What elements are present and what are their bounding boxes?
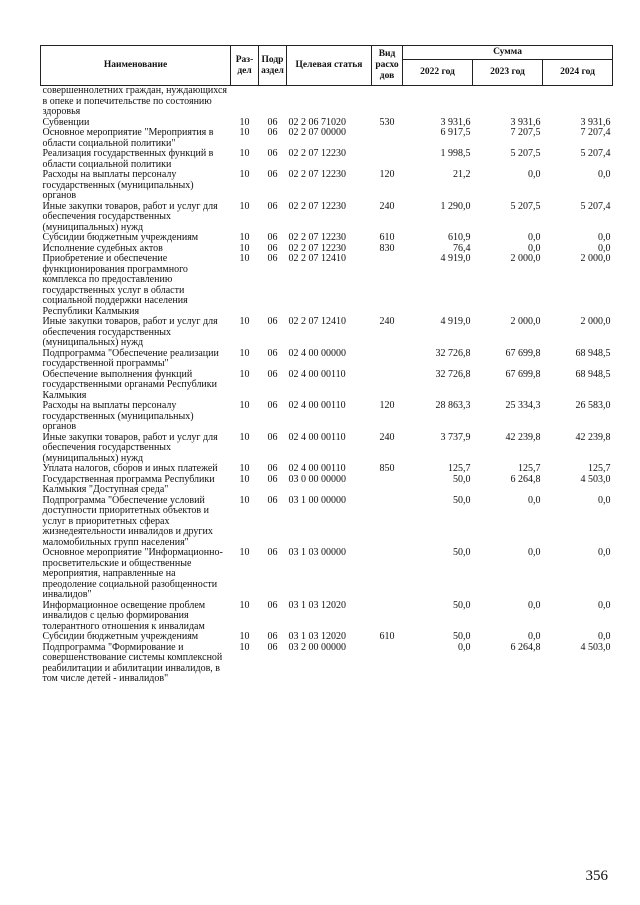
cell-name: Субсидии бюджетным учреждениям (42, 631, 199, 642)
table-body (41, 86, 613, 685)
cell-podrazdel: 06 (267, 547, 278, 558)
cell-target: 02 4 00 00000 (288, 347, 346, 359)
cell-name: Подпрограмма "Обеспечение реализации государственной программы" (42, 347, 219, 369)
cell-sum-2022 (403, 86, 473, 118)
cell-expense-type (372, 496, 403, 549)
cell-podrazdel: 06 (267, 127, 278, 138)
cell-target: 03 1 03 12020 (288, 599, 346, 611)
cell-razdel: 10 (239, 463, 250, 474)
table-row (41, 349, 613, 370)
cell-name: Государственная программа Республики Калмыкия "Доступная среда" (42, 473, 215, 495)
cell-sum-2022: 1 290,0 (440, 200, 471, 212)
cell-target (287, 86, 372, 118)
cell-sum-2022: 4 919,0 (440, 316, 471, 327)
cell-razdel: 10 (239, 242, 250, 254)
cell-sum-2024: 7 207,4 (580, 127, 611, 138)
table-row (41, 254, 613, 317)
table-row (41, 86, 613, 118)
cell-target: 02 2 07 12410 (288, 253, 346, 264)
cell-podrazdel (259, 86, 287, 118)
header-podrazdel: Подр аздел (259, 46, 287, 86)
cell-expense-type (372, 601, 403, 633)
cell-sum-2022: 1 998,5 (440, 148, 471, 159)
cell-expense-type (372, 548, 403, 601)
header-name: Наименование (41, 46, 231, 86)
cell-sum-2022: 50,0 (453, 547, 471, 558)
cell-razdel: 10 (239, 494, 250, 506)
cell-target: 03 1 00 00000 (288, 494, 346, 506)
cell-podrazdel: 06 (267, 232, 278, 243)
budget-table (40, 45, 613, 685)
cell-razdel: 10 (239, 347, 250, 359)
cell-target: 02 2 07 12230 (288, 148, 346, 159)
cell-expense-type (372, 86, 403, 118)
cell-podrazdel: 06 (267, 148, 278, 159)
cell-sum-2024: 0,0 (598, 599, 611, 611)
cell-razdel: 10 (239, 547, 250, 558)
cell-name: Исполнение судебных актов (42, 242, 163, 254)
header-year-2022: 2022 год (403, 60, 473, 86)
cell-target: 02 2 07 12230 (288, 200, 346, 212)
cell-expense-type (372, 254, 403, 317)
cell-podrazdel: 06 (267, 347, 278, 359)
header-target: Целевая статья (287, 46, 372, 86)
cell-razdel: 10 (239, 316, 250, 327)
budget-page (40, 45, 612, 685)
cell-podrazdel: 06 (267, 200, 278, 212)
cell-sum-2022: 6 917,5 (440, 127, 471, 138)
header-sum: Сумма (403, 46, 613, 60)
cell-podrazdel: 06 (267, 368, 278, 380)
cell-sum-2023: 2 000,0 (510, 316, 541, 327)
cell-sum-2023: 0,0 (528, 599, 541, 611)
cell-sum-2022: 125,7 (448, 463, 471, 474)
cell-razdel: 10 (239, 431, 250, 443)
cell-target: 02 2 06 71020 (288, 116, 346, 128)
cell-name: Приобретение и обеспечение функционирования программного комплекса по предоставлению государственных услуг в области социальной поддержки населения Республики Калмыкия (42, 253, 188, 317)
header-year-2023: 2023 год (473, 60, 543, 86)
cell-name: Уплата налогов, сборов и иных платежей (42, 463, 218, 474)
cell-expense-type: 610 (379, 232, 395, 243)
cell-sum-2022: 3 737,9 (440, 431, 471, 443)
cell-name: Информационное освещение проблем инвалидов с целью формирования толерантного отношения к инвалидам (42, 599, 206, 632)
cell-expense-type: 240 (379, 200, 395, 212)
cell-target: 03 2 00 00000 (288, 641, 346, 653)
cell-razdel: 10 (239, 169, 250, 180)
table-row (41, 464, 613, 475)
cell-sum-2024: 42 239,8 (575, 431, 611, 443)
cell-sum-2024: 4 503,0 (580, 641, 611, 653)
cell-podrazdel: 06 (267, 253, 278, 264)
cell-sum-2024: 68 948,5 (575, 368, 611, 380)
table-row (41, 601, 613, 633)
cell-podrazdel: 06 (267, 169, 278, 180)
cell-target: 02 4 00 00110 (288, 463, 346, 474)
cell-razdel (231, 86, 259, 118)
table-row (41, 401, 613, 433)
cell-sum-2023: 0,0 (528, 169, 541, 180)
cell-razdel: 10 (239, 631, 250, 642)
cell-razdel: 10 (239, 148, 250, 159)
cell-name: Расходы на выплаты персоналу государственных (муниципальных) органов (42, 169, 194, 201)
cell-sum-2024: 0,0 (598, 631, 611, 642)
cell-expense-type: 240 (379, 431, 395, 443)
cell-podrazdel: 06 (267, 463, 278, 474)
header-year-2024: 2024 год (543, 60, 613, 86)
cell-expense-type: 120 (379, 169, 395, 180)
page-number: 356 (585, 868, 608, 884)
cell-name: Основное мероприятие "Мероприятия в области социальной политики" (42, 127, 214, 149)
cell-sum-2023: 0,0 (528, 242, 541, 254)
cell-target: 03 1 03 00000 (288, 547, 346, 558)
cell-sum-2023: 7 207,5 (510, 127, 541, 138)
cell-razdel: 10 (239, 641, 250, 653)
cell-sum-2024: 0,0 (598, 547, 611, 558)
cell-sum-2022: 50,0 (453, 631, 471, 642)
cell-sum-2024: 68 948,5 (575, 347, 611, 359)
cell-sum-2023: 25 334,3 (505, 400, 541, 411)
cell-target: 02 2 07 12230 (288, 232, 346, 243)
cell-expense-type (372, 643, 403, 685)
cell-sum-2022: 50,0 (453, 473, 471, 485)
cell-name: Иные закупки товаров, работ и услуг для обеспечения государственных (муниципальных) нужд (42, 200, 218, 233)
cell-razdel: 10 (239, 368, 250, 380)
cell-sum-2022: 50,0 (453, 494, 471, 506)
cell-expense-type: 240 (379, 316, 395, 327)
cell-sum-2023: 67 699,8 (505, 368, 541, 380)
table-row (41, 370, 613, 402)
cell-podrazdel: 06 (267, 599, 278, 611)
cell-sum-2024: 125,7 (588, 463, 611, 474)
cell-sum-2023: 0,0 (528, 547, 541, 558)
cell-podrazdel: 06 (267, 400, 278, 411)
table-row (41, 433, 613, 465)
table-row (41, 170, 613, 202)
cell-podrazdel: 06 (267, 431, 278, 443)
cell-sum-2023: 0,0 (528, 631, 541, 642)
cell-sum-2024: 0,0 (598, 232, 611, 243)
header-razdel: Раз-дел (231, 46, 259, 86)
cell-sum-2024: 0,0 (598, 242, 611, 254)
cell-sum-2022: 21,2 (453, 169, 471, 180)
cell-razdel: 10 (239, 232, 250, 243)
cell-name: Субсидии бюджетным учреждениям (42, 232, 199, 243)
table-row (41, 643, 613, 685)
table-row (41, 632, 613, 643)
cell-sum-2023: 67 699,8 (505, 347, 541, 359)
cell-sum-2024: 2 000,0 (580, 253, 611, 264)
cell-podrazdel: 06 (267, 116, 278, 128)
cell-name: Иные закупки товаров, работ и услуг для обеспечения государственных (муниципальных) нужд (42, 431, 218, 464)
cell-sum-2024 (543, 86, 613, 118)
cell-target: 03 0 00 00000 (288, 473, 346, 485)
cell-name: Основное мероприятие "Информационно-просветительские и общественные мероприятия, направленные на преодоление социальной разобщенности инвалидов" (42, 547, 223, 600)
cell-expense-type (372, 128, 403, 149)
cell-sum-2022: 32 726,8 (435, 347, 471, 359)
cell-razdel: 10 (239, 253, 250, 264)
cell-sum-2023: 125,7 (518, 463, 541, 474)
cell-sum-2022: 3 931,6 (440, 116, 471, 128)
cell-target: 03 1 03 12020 (288, 631, 346, 642)
cell-razdel: 10 (239, 127, 250, 138)
cell-expense-type: 850 (379, 463, 395, 474)
cell-razdel: 10 (239, 599, 250, 611)
cell-expense-type (372, 370, 403, 402)
cell-razdel: 10 (239, 473, 250, 485)
cell-expense-type: 530 (379, 116, 395, 128)
cell-podrazdel: 06 (267, 631, 278, 642)
cell-name: Обеспечение выполнения функций государственными органами Республики Калмыкия (42, 368, 217, 401)
cell-sum-2022: 0,0 (458, 641, 471, 653)
cell-name: совершеннолетних граждан, нуждающихся в опеке и попечительстве по состоянию здоровья (42, 85, 228, 117)
cell-sum-2024: 5 207,4 (580, 200, 611, 212)
cell-sum-2022: 610,9 (448, 232, 471, 243)
cell-expense-type: 120 (379, 400, 395, 411)
cell-sum-2022: 32 726,8 (435, 368, 471, 380)
cell-podrazdel: 06 (267, 473, 278, 485)
cell-target: 02 4 00 00110 (288, 368, 346, 380)
cell-razdel: 10 (239, 200, 250, 212)
cell-sum-2022: 76,4 (453, 242, 471, 254)
cell-sum-2024: 0,0 (598, 494, 611, 506)
cell-razdel: 10 (239, 116, 250, 128)
cell-sum-2024: 0,0 (598, 169, 611, 180)
cell-name: Расходы на выплаты персоналу государственных (муниципальных) органов (42, 400, 194, 432)
table-row (41, 202, 613, 234)
table-row (41, 233, 613, 244)
cell-target: 02 2 07 00000 (288, 127, 346, 138)
cell-sum-2023: 6 264,8 (510, 641, 541, 653)
table-row (41, 496, 613, 549)
cell-expense-type (372, 349, 403, 370)
table-row (41, 149, 613, 170)
cell-name: Иные закупки товаров, работ и услуг для обеспечения государственных (муниципальных) нужд (42, 316, 218, 348)
table-row (41, 317, 613, 349)
cell-sum-2022: 50,0 (453, 599, 471, 611)
cell-sum-2024: 26 583,0 (575, 400, 611, 411)
cell-name: Субвенции (42, 116, 90, 128)
cell-sum-2024: 2 000,0 (580, 316, 611, 327)
cell-name: Реализация государственных функций в области социальной политики (42, 148, 214, 170)
cell-sum-2023: 5 207,5 (510, 148, 541, 159)
cell-podrazdel: 06 (267, 316, 278, 327)
cell-sum-2022: 28 863,3 (435, 400, 471, 411)
cell-sum-2024: 4 503,0 (580, 473, 611, 485)
cell-expense-type (372, 475, 403, 496)
cell-target: 02 2 07 12230 (288, 242, 346, 254)
cell-sum-2022: 4 919,0 (440, 253, 471, 264)
cell-sum-2024: 3 931,6 (580, 116, 611, 128)
cell-sum-2023: 42 239,8 (505, 431, 541, 443)
cell-expense-type (372, 149, 403, 170)
cell-name: Подпрограмма "Обеспечение условий доступности приоритетных объектов и услуг в приоритетных сферах жизнедеятельности инвалидов и других маломобильных групп населения" (42, 494, 213, 548)
cell-podrazdel: 06 (267, 641, 278, 653)
table-header (41, 46, 613, 86)
cell-target: 02 2 07 12230 (288, 169, 346, 180)
cell-target: 02 4 00 00110 (288, 431, 346, 443)
cell-sum-2023: 5 207,5 (510, 200, 541, 212)
cell-target: 02 4 00 00110 (288, 400, 346, 411)
cell-podrazdel: 06 (267, 242, 278, 254)
cell-sum-2023: 0,0 (528, 232, 541, 243)
cell-sum-2023: 2 000,0 (510, 253, 541, 264)
cell-razdel: 10 (239, 400, 250, 411)
cell-target: 02 2 07 12410 (288, 316, 346, 327)
table-row (41, 475, 613, 496)
header-expense-type: Вид расхо дов (372, 46, 403, 86)
table-row (41, 128, 613, 149)
cell-name: Подпрограмма "Формирование и совершенствование системы комплексной реабилитации и абилитации инвалидов, в том числе детей - инвалидов" (42, 641, 223, 684)
cell-sum-2023: 0,0 (528, 494, 541, 506)
cell-sum-2023 (473, 86, 543, 118)
cell-podrazdel: 06 (267, 494, 278, 506)
cell-expense-type: 830 (379, 242, 395, 254)
cell-sum-2024: 5 207,4 (580, 148, 611, 159)
table-row (41, 548, 613, 601)
cell-expense-type: 610 (379, 631, 395, 642)
cell-sum-2023: 6 264,8 (510, 473, 541, 485)
cell-sum-2023: 3 931,6 (510, 116, 541, 128)
